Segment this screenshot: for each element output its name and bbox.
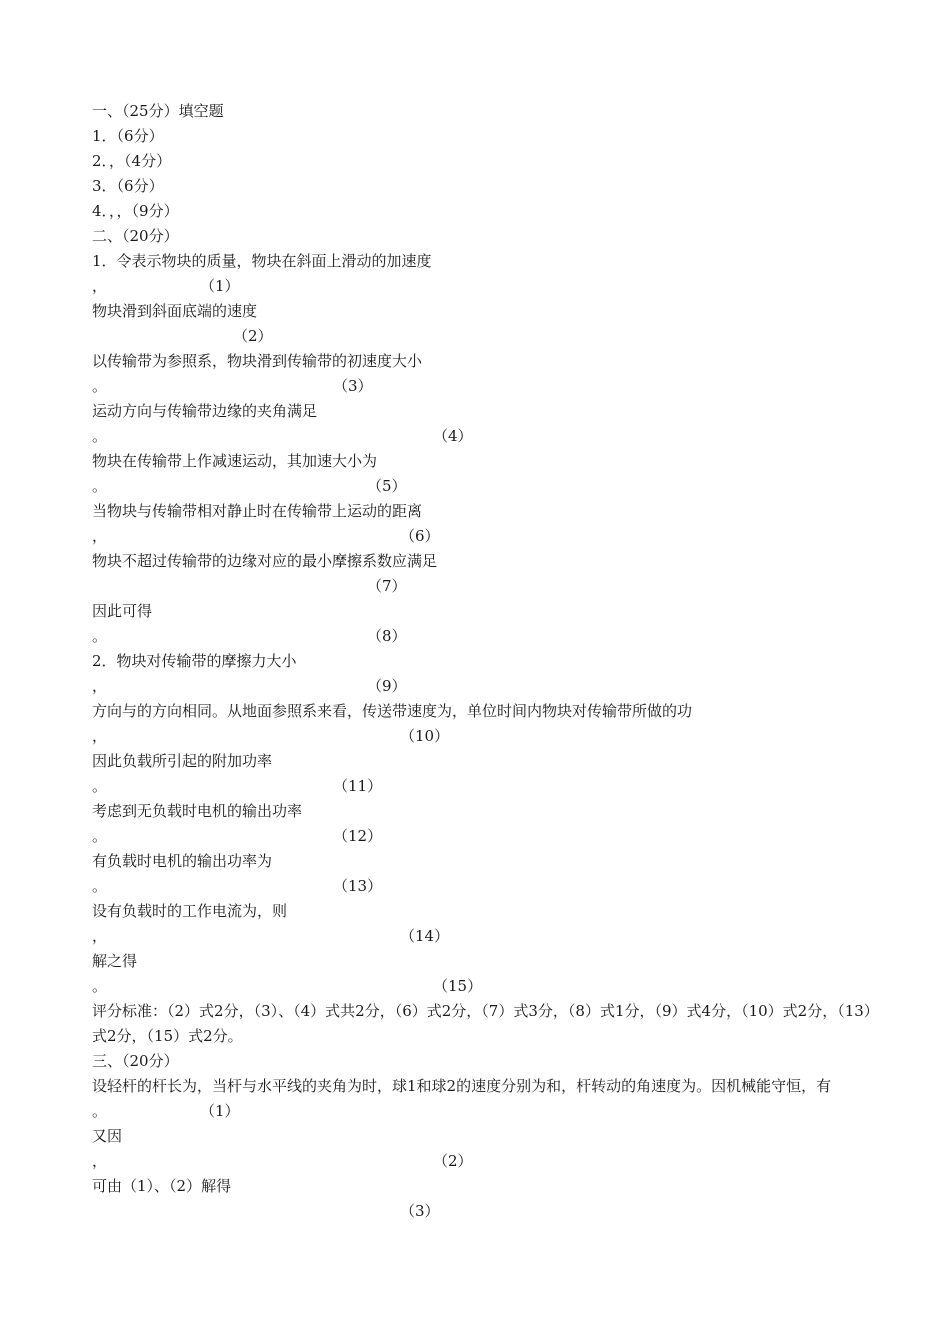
- line-text: 因此负载所引起的附加功率: [92, 752, 273, 770]
- text-line: [92, 1074, 872, 1099]
- text-line: [92, 599, 872, 624]
- equation-line: [92, 1199, 872, 1224]
- equation-number: （3）: [333, 377, 373, 395]
- equation-line: [92, 474, 872, 499]
- equation-number: （14）: [400, 927, 450, 945]
- line-text: 1．令表示物块的质量，物块在斜面上滑动的加速度: [92, 252, 432, 270]
- text-line: [92, 124, 872, 149]
- scoring-criteria: [92, 999, 872, 1049]
- equation-line: [92, 924, 872, 949]
- text-line: [92, 299, 872, 324]
- line-text: 一、（25分）填空题: [92, 102, 224, 120]
- equation-line: [92, 1149, 872, 1174]
- line-text: 4．，，（9分）: [92, 202, 179, 220]
- text-line: [92, 899, 872, 924]
- line-text: 解之得: [92, 952, 138, 970]
- line-text: 。: [92, 827, 108, 845]
- line-text: 评分标准：（2）式2分，（3）、（4）式共2分，（6）式2分，（7）式3分，（8）式1分，（9）式4分，（10）式2分，（13）式2分，（15）式2分。: [92, 1002, 872, 1045]
- text-line: [92, 1174, 872, 1199]
- line-text: ，: [92, 277, 108, 295]
- equation-number: （7）: [367, 577, 407, 595]
- line-text: 物块滑到斜面底端的速度: [92, 302, 258, 320]
- equation-line: [92, 624, 872, 649]
- text-line: [92, 649, 872, 674]
- line-text: ，: [92, 677, 108, 695]
- equation-line: [92, 774, 872, 799]
- equation-number: （5）: [367, 477, 407, 495]
- equation-line: [92, 374, 872, 399]
- equation-line: [92, 824, 872, 849]
- line-text: 可由（1）、（2）解得: [92, 1177, 232, 1195]
- text-line: [92, 99, 872, 124]
- text-line: [92, 1124, 872, 1149]
- line-text: 。: [92, 477, 108, 495]
- line-text: 。: [92, 427, 108, 445]
- line-text: 。: [92, 627, 108, 645]
- line-text: ，: [92, 1152, 108, 1170]
- line-text: 3．（6分）: [92, 177, 164, 195]
- line-text: 考虑到无负载时电机的输出功率: [92, 802, 303, 820]
- equation-number: （10）: [400, 727, 450, 745]
- equation-line: [92, 674, 872, 699]
- equation-number: （3）: [400, 1202, 440, 1220]
- equation-number: （2）: [433, 1152, 473, 1170]
- equation-line: [92, 874, 872, 899]
- text-line: [92, 249, 872, 274]
- text-line: [92, 499, 872, 524]
- line-text: 设有负载时的工作电流为，则: [92, 902, 288, 920]
- equation-number: （12）: [333, 827, 383, 845]
- equation-number: （1）: [200, 277, 240, 295]
- line-text: 有负载时电机的输出功率为: [92, 852, 273, 870]
- equation-line: [92, 974, 872, 999]
- line-text: 当物块与传输带相对静止时在传输带上运动的距离: [92, 502, 423, 520]
- line-text: 1．（6分）: [92, 127, 164, 145]
- text-line: [92, 699, 872, 724]
- line-text: ，: [92, 727, 108, 745]
- section-heading: [92, 224, 872, 249]
- equation-line: [92, 274, 872, 299]
- text-line: [92, 749, 872, 774]
- line-text: 。: [92, 977, 108, 995]
- line-text: 设轻杆的杆长为，当杆与水平线的夹角为时，球1和球2的速度分别为和，杆转动的角速度为。因机械能守恒，有: [92, 1077, 832, 1095]
- equation-number: （11）: [333, 777, 383, 795]
- text-line: [92, 349, 872, 374]
- equation-number: （2）: [233, 327, 273, 345]
- text-line: [92, 549, 872, 574]
- equation-line: [92, 324, 872, 349]
- line-text: 。: [92, 377, 108, 395]
- line-text: 2．，（4分）: [92, 152, 172, 170]
- line-text: 。: [92, 1102, 108, 1120]
- equation-number: （15）: [433, 977, 483, 995]
- text-line: [92, 849, 872, 874]
- equation-number: （4）: [433, 427, 473, 445]
- line-text: 因此可得: [92, 602, 153, 620]
- equation-line: [92, 524, 872, 549]
- text-line: [92, 399, 872, 424]
- equation-number: （6）: [400, 527, 440, 545]
- line-text: 物块不超过传输带的边缘对应的最小摩擦系数应满足: [92, 552, 438, 570]
- line-text: ，: [92, 527, 108, 545]
- text-line: [92, 174, 872, 199]
- line-text: 。: [92, 877, 108, 895]
- line-text: 三、（20分）: [92, 1052, 179, 1070]
- equation-line: [92, 1099, 872, 1124]
- text-line: [92, 799, 872, 824]
- line-text: 运动方向与传输带边缘的夹角满足: [92, 402, 318, 420]
- document-body: [92, 99, 872, 1224]
- text-line: [92, 949, 872, 974]
- equation-number: （9）: [367, 677, 407, 695]
- text-line: [92, 449, 872, 474]
- text-line: [92, 149, 872, 174]
- text-line: [92, 199, 872, 224]
- equation-line: [92, 574, 872, 599]
- line-text: 二、（20分）: [92, 227, 179, 245]
- line-text: 物块在传输带上作减速运动，其加速大小为: [92, 452, 378, 470]
- section-heading: [92, 1049, 872, 1074]
- equation-number: （1）: [200, 1102, 240, 1120]
- line-text: 以传输带为参照系，物块滑到传输带的初速度大小: [92, 352, 423, 370]
- line-text: 又因: [92, 1127, 123, 1145]
- equation-number: （8）: [367, 627, 407, 645]
- equation-number: （13）: [333, 877, 383, 895]
- equation-line: [92, 424, 872, 449]
- line-text: 方向与的方向相同。从地面参照系来看，传送带速度为，单位时间内物块对传输带所做的功: [92, 702, 693, 720]
- line-text: ，: [92, 927, 108, 945]
- line-text: 2．物块对传输带的摩擦力大小: [92, 652, 297, 670]
- equation-line: [92, 724, 872, 749]
- line-text: 。: [92, 777, 108, 795]
